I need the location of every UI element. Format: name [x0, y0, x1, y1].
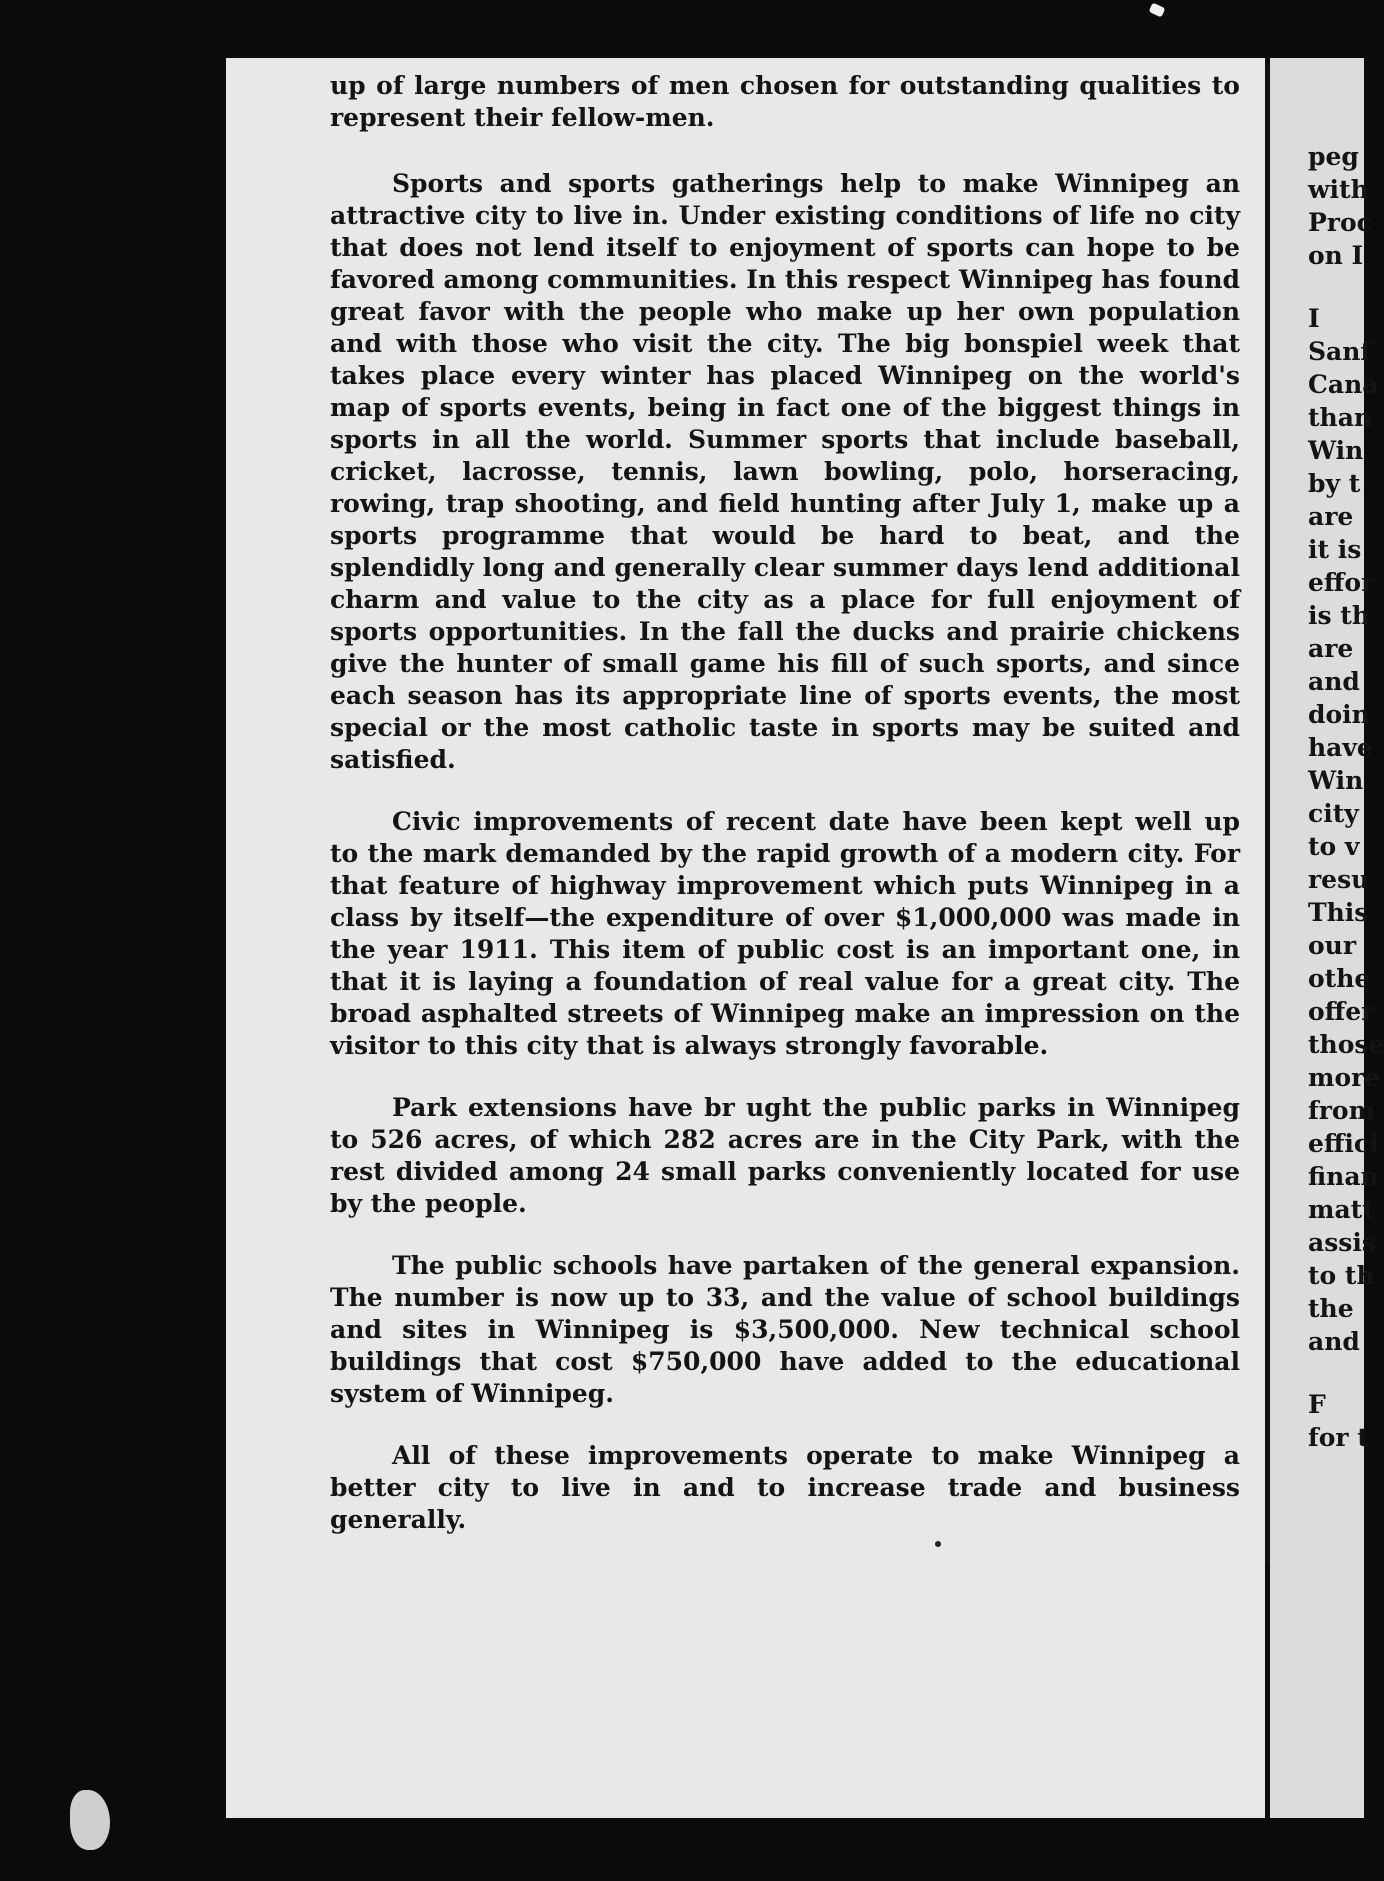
fragment: have	[1308, 733, 1373, 762]
text-column	[330, 70, 1240, 1566]
fragment: I	[1308, 304, 1320, 333]
fragment: effici	[1308, 1129, 1379, 1158]
paragraph-schools: The public schools have partaken of the general expansion. The number is now up to 33, and the value of school buildings and sites in Winnipeg is $3,500,000. New technical school buildings that cost $750,000 have added to the educational system of Winnipeg.	[330, 1251, 1240, 1408]
fragment: Sanf	[1308, 337, 1372, 366]
fragment: Win	[1308, 766, 1364, 795]
fragment: Cana	[1308, 370, 1379, 399]
page-gutter	[1265, 64, 1270, 1564]
scan-mark	[1149, 3, 1166, 18]
paragraph-civic-improvements: Civic improvements of recent date have been kept well up to the mark demanded by the rapid growth of a modern city. For that feature of highway improvement which puts Winnipeg in a class by itself—the expenditure of over $1,000,000 was made in the year 1911. This item of public cost is an important one, in that it is laying a foundation of real value for a great city. The broad asphalted streets of Winnipeg make an impression on the visitor to this city that is always strongly favorable.	[330, 807, 1240, 1060]
fragment: to v	[1308, 832, 1360, 861]
fragment: the	[1308, 1294, 1354, 1323]
fragment: This	[1308, 898, 1369, 927]
fragment: matt	[1308, 1195, 1374, 1224]
speck	[935, 1541, 941, 1547]
fragment: F	[1308, 1390, 1326, 1419]
fragment: for t	[1308, 1423, 1369, 1452]
paragraph-continuation: up of large numbers of men chosen for outstanding qualities to represent their fellow-men.	[330, 71, 1240, 132]
fragment: city	[1308, 799, 1359, 828]
fragment: Win	[1308, 436, 1364, 465]
fragment: more	[1308, 1063, 1381, 1092]
fragment: than	[1308, 403, 1373, 432]
fragment: Proc	[1308, 208, 1372, 237]
fragment: are	[1308, 502, 1354, 531]
fragment: those	[1308, 1030, 1384, 1059]
scan-artifact	[70, 1790, 110, 1850]
fragment: to th	[1308, 1261, 1375, 1290]
fragment: from	[1308, 1096, 1376, 1125]
fragment: othe	[1308, 964, 1371, 993]
fragment: it is	[1308, 535, 1362, 564]
fragment: our	[1308, 931, 1357, 960]
fragment: assis	[1308, 1228, 1376, 1257]
paragraph-sports: Sports and sports gatherings help to make Winnipeg an attractive city to live in. Under existing conditions of life no city that does not lend itself to enjoyment of sports can hope to be favored among communities. In this respect Winnipeg has found great favor with the people who make up her own population and with those who visit the city. The big bonspiel week that takes place every winter has placed Winnipeg on the world's map of sports events, being in fact one of the biggest things in sports in all the world. Summer sports that include baseball, cricket, lacrosse, tennis, lawn bowling, polo, horseracing, rowing, trap shooting, and field hunting after July 1, make up a sports programme that would be hard to beat, and the splendidly long and generally clear summer days lend additional charm and value to the city as a place for full enjoyment of sports opportunities. In the fall the ducks and prairie chickens give the hunter of small game his fill of such sports, and since each season has its appropriate line of sports events, the most special or the most catholic taste in sports may be suited and satisfied.	[330, 169, 1240, 774]
fragment: are	[1308, 634, 1354, 663]
fragment: peg	[1308, 142, 1359, 171]
fragment: on I	[1308, 241, 1364, 270]
fragment: and	[1308, 1327, 1360, 1356]
fragment: is th	[1308, 601, 1370, 630]
fragment: resu	[1308, 865, 1370, 894]
paragraph-conclusion: All of these improvements operate to make Winnipeg a better city to live in and to increase trade and business generally.	[330, 1441, 1240, 1534]
fragment: effor	[1308, 568, 1375, 597]
paragraph-parks: Park extensions have br ught the public parks in Winnipeg to 526 acres, of which 282 acres are in the City Park, with the rest divided among 24 small parks conveniently located for use by the people.	[330, 1093, 1240, 1218]
fragment: doin	[1308, 700, 1370, 729]
fragment: offer	[1308, 997, 1375, 1026]
fragment: finan	[1308, 1162, 1379, 1191]
fragment: and	[1308, 667, 1360, 696]
right-page-text	[1308, 140, 1384, 1454]
fragment: by t	[1308, 469, 1361, 498]
fragment: with	[1308, 175, 1369, 204]
